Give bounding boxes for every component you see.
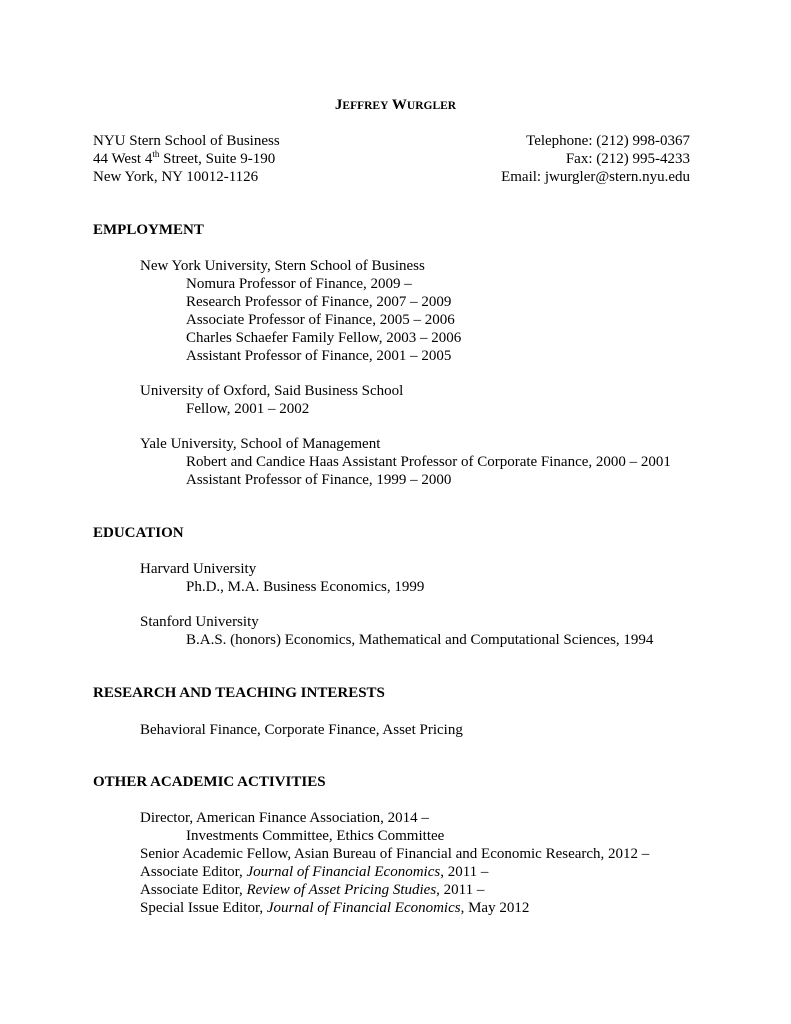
- address-street-number: 44 West 4: [93, 151, 153, 167]
- employment-oxford-role: Fellow, 2001 – 2002: [186, 401, 310, 417]
- address-ordinal-suffix: th: [152, 149, 160, 159]
- employment-yale-role: Robert and Candice Haas Assistant Professor of Corporate Finance, 2000 – 2001: [186, 454, 671, 470]
- activities-heading: OTHER ACADEMIC ACTIVITIES: [93, 774, 326, 790]
- name-last-initial: W: [391, 97, 407, 113]
- employment-heading: EMPLOYMENT: [93, 222, 204, 238]
- education-stanford-school: Stanford University: [140, 614, 259, 630]
- activity-jfe-journal: Journal of Financial Economics: [246, 864, 441, 880]
- activity-jfe-editor: [140, 863, 488, 881]
- address-line-2: [93, 150, 275, 168]
- activity-abfer: Senior Academic Fellow, Asian Bureau of Financial and Economic Research, 2012 –: [140, 846, 650, 862]
- activity-raps-editor: [140, 881, 484, 899]
- employment-yale-role: Assistant Professor of Finance, 1999 – 2000: [186, 472, 452, 488]
- address-line-3: New York, NY 10012-1126: [93, 169, 259, 185]
- activity-special-issue-editor: [140, 899, 529, 917]
- education-heading: EDUCATION: [93, 525, 184, 541]
- activity-special-role: Special Issue Editor,: [140, 900, 267, 916]
- employment-nyu-org: New York University, Stern School of Business: [140, 258, 425, 274]
- employment-nyu-role: Research Professor of Finance, 2007 – 2009: [186, 294, 452, 310]
- name-first-rest: EFFREY: [342, 100, 389, 112]
- activity-special-date: , May 2012: [460, 900, 530, 916]
- contact-telephone: Telephone: (212) 998-0367: [526, 133, 690, 149]
- employment-oxford-org: University of Oxford, Said Business School: [140, 383, 404, 399]
- activity-special-journal: Journal of Financial Economics: [266, 900, 461, 916]
- activity-raps-years: , 2011 –: [436, 882, 485, 898]
- activity-jfe-role: Associate Editor,: [140, 864, 247, 880]
- activity-jfe-years: , 2011 –: [440, 864, 489, 880]
- employment-nyu-role: Associate Professor of Finance, 2005 – 2006: [186, 312, 455, 328]
- education-stanford-degree: B.A.S. (honors) Economics, Mathematical and Computational Sciences, 1994: [186, 632, 654, 648]
- education-harvard-degree: Ph.D., M.A. Business Economics, 1999: [186, 579, 425, 595]
- address-street-rest: Street, Suite 9-190: [159, 151, 276, 167]
- address-line-1: NYU Stern School of Business: [93, 133, 280, 149]
- activity-raps-journal: Review of Asset Pricing Studies: [246, 882, 437, 898]
- employment-nyu-role: Charles Schaefer Family Fellow, 2003 – 2006: [186, 330, 462, 346]
- activity-afa-committees: Investments Committee, Ethics Committee: [186, 828, 445, 844]
- activity-afa: Director, American Finance Association, 2014 –: [140, 810, 429, 826]
- contact-fax: Fax: (212) 995-4233: [565, 151, 690, 167]
- education-harvard-school: Harvard University: [140, 561, 257, 577]
- employment-yale-org: Yale University, School of Management: [140, 436, 381, 452]
- interests-text: Behavioral Finance, Corporate Finance, Asset Pricing: [140, 722, 463, 738]
- interests-heading: RESEARCH AND TEACHING INTERESTS: [93, 685, 385, 701]
- contact-email[interactable]: Email: jwurgler@stern.nyu.edu: [501, 169, 690, 185]
- employment-nyu-role: Nomura Professor of Finance, 2009 –: [186, 276, 412, 292]
- name-first-initial: J: [334, 97, 343, 113]
- name-last-rest: URGLER: [406, 100, 457, 112]
- activity-raps-role: Associate Editor,: [140, 882, 247, 898]
- page-title: [0, 96, 791, 115]
- employment-nyu-role: Assistant Professor of Finance, 2001 – 2005: [186, 348, 452, 364]
